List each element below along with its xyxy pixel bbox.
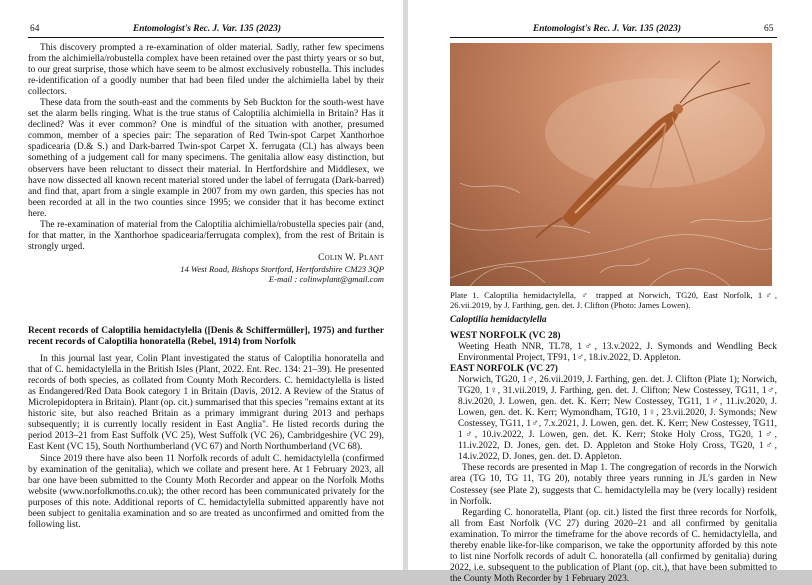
left-text-column xyxy=(28,43,384,285)
moth-photo xyxy=(450,43,772,286)
paragraph: This discovery prompted a re-examination of older material. Sadly, rather few specimens from the alchimiella/robustella complex have been retained over the past thirty years or so but, to our great surprise, those which have seem to be almost exclusively robustella. This includes re-identification of a goodly number that had been filed under the alchimiella label by their collectors. xyxy=(28,43,384,98)
paragraph: These records are presented in Map 1. The congregation of records in the Norwich area (TG 10, TG 11, TG 20), notably three years running in JL's garden in New Costessey (see Plate 2), suggests that C. hemidactylella may be (very locally) resident in Norfolk. xyxy=(450,463,777,507)
paragraph: Since 2019 there have also been 11 Norfolk records of adult C. hemidactylella (confirmed by examination of the genitalia), which we collate and present here. At 1 February 2023, all bar one have been submitted to the County Moth Recorder and appear on the Norfolk Moths website (www.norfolkmoths.co.uk); the other record has been communicated privately for the purposes of this note. Additional reports of C. hemidactylella submitted apparently have not been subject to genitalia examination and so are treated as unconfirmed and omitted from the following list. xyxy=(28,453,384,530)
species-heading: Caloptilia hemidactylella xyxy=(450,314,547,325)
right-page-number: 65 xyxy=(764,24,774,34)
author-email: E-mail : colinwplant@gmail.com xyxy=(268,274,384,285)
moth-illustration xyxy=(450,43,772,286)
right-page xyxy=(408,0,812,584)
right-running-head: Entomologist's Rec. J. Var. 135 (2023) xyxy=(533,24,681,34)
article-block xyxy=(28,326,384,531)
header-rule xyxy=(28,37,384,38)
region-records-west: Weeting Heath NNR, TL78, 1♂, 13.v.2022, J. Symonds and Wendling Beck Environmental Project, TF91, 1♂, 18.iv.2022, D. Appleton. xyxy=(458,341,777,363)
region-heading-west: WEST NORFOLK (VC 28) xyxy=(450,330,561,341)
right-text-column xyxy=(450,290,777,585)
region-records-east: Norwich, TG20, 1♂, 26.vii.2019, J. Farthing, gen. det. J. Clifton (Plate 1); Norwich, TG20, 1♀, 31.vii.2019, J. Farthing, gen. det. J. Clifton; New Costessey, TG11, 1♂, 8.iv.2020, J. Lowen, gen. det. K. Kerr; New Costessey, TG11, 1♂, 11.iv.2020, J. Lowen, gen. det. K. Kerr; Wymondham, TG10, 1♀, 23.vii.2020, J. Symonds; New Costessey, TG11, 1♂, 7.x.2021, J. Lowen, gen. det. K. Kerr; New Costessey, TG11, 1♂, 10.iv.2022, J. Lowen, gen. det. K. Kerr; Stoke Holy Cross, TG20, 1♂, 11.iv.2022, D. Jones, gen. det. D. Appleton and Stoke Holy Cross, TG20, 1♂, 14.iv.2022, D. Jones, gen. det. D. Appleton. xyxy=(458,375,777,463)
paragraph: The re-examination of material from the Caloptilia alchimiella/robustella species pair (and, for that matter, in the Xanthorhoe spadicearia/ferrugata complex), from the rest of Britain is strongly urged. xyxy=(28,219,384,252)
region-heading-east: EAST NORFOLK (VC 27) xyxy=(450,364,558,374)
article-title: Recent records of Caloptilia hemidactylella ([Denis & Schiffermüller], 1975) and further recent records of Caloptilia honoratella (Rebel, 1914) from Norfolk xyxy=(28,326,384,348)
left-page-number: 64 xyxy=(30,24,40,34)
header-rule xyxy=(450,37,777,38)
author-address: 14 West Road, Bishops Stortford, Hertfordshire CM23 3QP xyxy=(180,263,384,274)
paragraph: In this journal last year, Colin Plant investigated the status of Caloptilia honoratella and that of C. hemidactylella in the British Isles (Plant, 2022. Ent. Rec. 134: 21–39). He presented records of both species, as collated from County Moth Recorders. C. hemidactylella is listed as Endangered/Red Data Book category 1 in Britain (Davis, 2012. A Review of the Status of Microlepidoptera in Britain). Plant (op. cit.) summarised that this species "remains extant at its historic site, but also reached Britain as a primary immigrant during 2013 and perhaps subsequently; it is currently locally resident in East Anglia". He listed records during the period 2013–21 from East Suffolk (VC 25), West Suffolk (VC 26), Cambridgeshire (VC 29), East Kent (VC 15), South Northumberland (VC 67) and North Northumberland (VC 68). xyxy=(28,354,384,453)
left-running-head: Entomologist's Rec. J. Var. 135 (2023) xyxy=(133,24,281,34)
paragraph: These data from the south-east and the comments by Seb Buckton for the south-west have set the alarm bells ringing. What is the true status of Caloptilia alchimiella in Britain? Has it declined? Was it ever common? One is mindful of the situation with another, presumed common, member of a species pair: The separation of Red Twin-spot Carpet Xanthorhoe spadicearia (D.& S.) and Dark-barred Twin-spot Carpet X. ferrugata (Cl.) has always been something of a judgement call for many specimens. The genitalia allow easy distinction, but observers have been reluctant to dissect their material. In Hertfordshire and Middlesex, we have now dissected all known recent material stored under the label of ferrugata (Dark-barred) and find that, apart from a single example in 2007 from my own garden, this species has not been recorded at all in the two counties since 1995; we consider that it has become extinct here. xyxy=(28,98,384,219)
author-name: Colin W. Plant xyxy=(318,252,384,263)
paragraph: Regarding C. honoratella, Plant (op. cit.) listed the first three records for Norfolk, all from East Norfolk (VC 27) during 2020–21 and all confirmed by genitalia examination. To mirror the timeframe for the above records of C. hemidactylella, and thereby enable like-for-like comparison, we take the opportunity afforded by this note to list nine Norfolk records of adult C. honoratella (all confirmed by genitalia) during 2022, i.e. subsequent to the publication of Plant (op. cit.), that have been submitted to the County Moth Recorder by 1 February 2023. xyxy=(450,507,777,584)
left-page xyxy=(0,0,403,570)
plate-caption: Plate 1. Caloptilia hemidactylella, ♂ trapped at Norwich, TG20, East Norfolk, 1♂, 26.vii.2019, by J. Farthing, gen. det. J. Clifton (Photo: James Lowen). xyxy=(450,290,777,311)
